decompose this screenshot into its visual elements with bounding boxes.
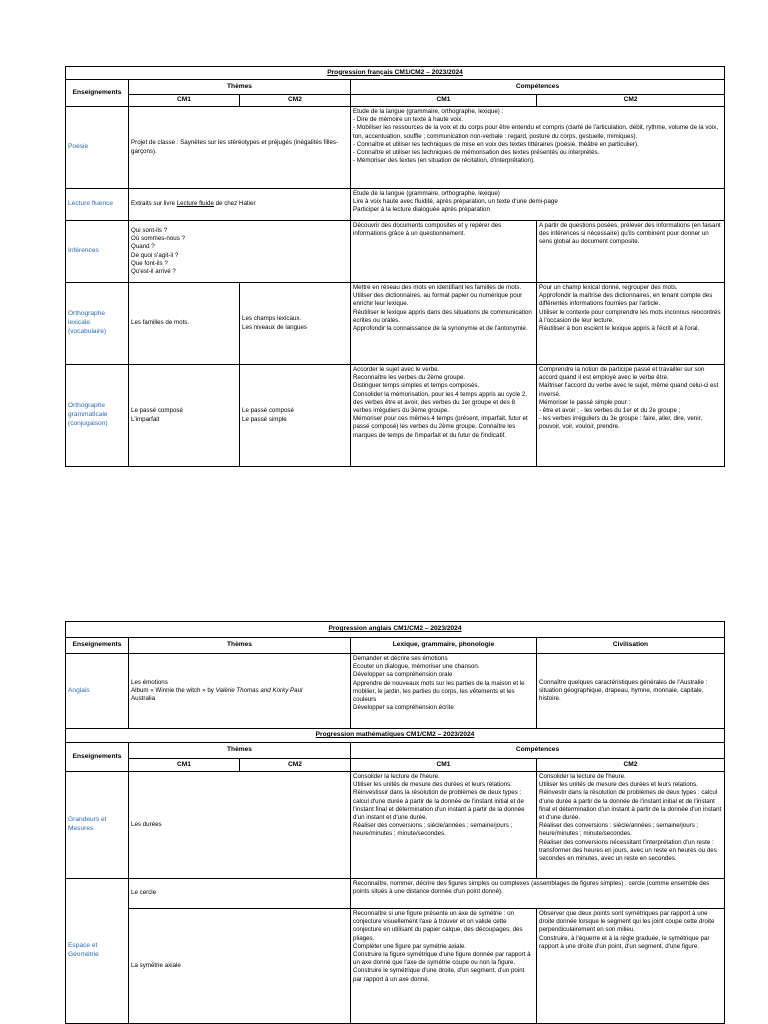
subject-grandeurs: Grandeurs et Mesures: [66, 772, 129, 879]
row-poesie: [66, 107, 725, 189]
competences-grandeurs-cm2: Consolider la lecture de l'heure. Utiliser les unités de mesure des durées et leurs relations. Réinvestir dans la résolution de problèmes de deux types : calcul d'une durée à partir de la donnée de l'instant initial et de l'instant final et détermination d'un instant à partir de la donnée d'un instant et d'une durée. Réaliser des conversions : siècle/années ; semaine/jours ; heure/minutes ; minute/secondes. Réaliser des conversions nécessitant l'interprétation d'un reste : transformer des heures en jours, avec un reste en heures ou des secondes en minutes, avec un reste en secondes.: [537, 772, 725, 879]
competences-symetrie-cm1: Reconnaître si une figure présente un axe de symétrie : on conjecture visuellement l'axe à trouver et on valide cette conjecture en utilisant du papier calque, des découpages, des pliages. Compléter une figure par symétrie axiale. Construire la figure symétrique d'une figure donnée par rapport à un axe donné que l'axe de symétrie coupe ou non la figure. Construire le symétrique d'une droite, d'un segment, d'un point par rapport à un axe donné.: [351, 909, 537, 1024]
theme-symetrie: La symétrie axiale: [129, 909, 351, 1024]
maths-header-themes-cm1: CM1: [129, 759, 240, 772]
competences-symetrie-cm2: Observer que deux points sont symétriques par rapport à une droite donnée lorsque le segment qui les joint coupe cette droite perpendiculairement en son milieu. Construire, à l'équerre et à la règle graduée, le symétrique par rapport à une droite d'un point, d'un segment, d'une figure.: [537, 909, 725, 1024]
competences-orthographe-grammaticale-cm1: Accorder le sujet avec le verbe. Reconnaître les verbes du 2ème groupe. Distinguer temps simples et temps composés. Consolider la mémorisation, pour les 4 temps appris au cycle 2, des verbes être et avoir, des verbes du 1er groupe et des 8 verbes irréguliers du 3ème groupe. Mémoriser pour ces mêmes 4 temps (présent, imparfait, futur et passé composé) les verbes du 2ème groupe. Connaître les marques de temps de l'imparfait et du futur de l'indicatif.: [351, 365, 537, 467]
subject-poesie: Poésie: [66, 107, 129, 189]
theme-lecture-link: Lecture fluide: [176, 200, 214, 208]
theme-anglais-line1: Les émotions: [131, 678, 168, 686]
francais-title: Progression français CM1/CM2 – 2023/2024: [66, 67, 725, 80]
row-symetrie: [66, 909, 725, 1024]
theme-cercle: Le cercle: [129, 879, 351, 909]
theme-orthographe-grammaticale-cm1: Le passé composé L'imparfait: [129, 365, 240, 467]
competences-cercle: Reconnaître, nommer, décrire des figures simples ou complexes (assemblages de figures simples) : cercle (comme ensemble des points situés à une distance donnée d'un point donné).: [351, 879, 725, 909]
competences-orthographe-lexicale-cm1: Mettre en réseau des mots en identifiant les familles de mots. Utiliser des dictionnaires, au format papier ou numérique pour enrichir leur lexique. Réutiliser le lexique appris dans des situations de communication écrites ou orales. Approfondir la connaissance de la synonymie et de l'antonymie.: [351, 283, 537, 365]
subject-geometrie: Espace et Géométrie: [66, 879, 129, 1024]
header-themes-cm1: CM1: [129, 95, 240, 107]
theme-anglais-authors: Valérie Thomas and Korky Paul: [215, 686, 303, 694]
anglais-maths-table: [65, 621, 725, 1024]
row-orthographe-grammaticale: [66, 365, 725, 467]
theme-orthographe-lexicale-cm2: Les champs lexicaux. Les niveaux de langues: [240, 283, 351, 365]
row-anglais: [66, 654, 725, 729]
subject-lecture: Lecture fluence: [66, 189, 129, 221]
civilisation-anglais: Connaître quelques caractéristiques générales de l'Australie : situation géographique, drapeau, hymne, monnaie, capitale, histoire.: [537, 654, 725, 729]
row-lecture: [66, 189, 725, 221]
subject-anglais: Anglais: [66, 654, 129, 729]
theme-anglais-album: Album « Winnie the witch » by: [131, 686, 216, 694]
maths-header-themes: Thèmes: [129, 743, 351, 759]
anglais-header-lexique: Lexique, grammaire, phonologie: [351, 638, 537, 654]
row-orthographe-lexicale: [66, 283, 725, 365]
subject-orthographe-grammaticale: Orthographe grammaticale (conjugaison): [66, 365, 129, 467]
theme-grandeurs: Les durées: [129, 772, 351, 879]
maths-header-competences: Compétences: [351, 743, 725, 759]
header-competences-cm1: CM1: [351, 95, 537, 107]
maths-title: Progression mathématiques CM1/CM2 – 2023/2024: [66, 729, 725, 743]
header-competences-cm2: CM2: [537, 95, 725, 107]
row-cercle: [66, 879, 725, 909]
theme-lecture: [129, 189, 351, 221]
lexique-anglais: Demander et décrire ses émotions Ecouter un dialogue, mémoriser une chanson. Développer sa compréhension orale Apprendre de nouveaux mots sur les parties de la maison et le mobilier, le jardin, les parties du corps, les vêtements et les couleurs Développer sa compréhension écrite: [351, 654, 537, 729]
maths-header-themes-cm2: CM2: [240, 759, 351, 772]
row-inferences: [66, 221, 725, 283]
theme-orthographe-grammaticale-cm2: Le passé composé Le passé simple: [240, 365, 351, 467]
theme-orthographe-lexicale-cm1: Les familles de mots.: [129, 283, 240, 365]
anglais-title: Progression anglais CM1/CM2 – 2023/2024: [66, 622, 725, 638]
header-competences: Compétences: [351, 80, 725, 95]
theme-inferences: Qui sont-ils ? Où sommes-nous ? Quand ? De quoi s'agit-il ? Que font-ils ? Qu'est-il arrivé ?: [129, 221, 351, 283]
subject-orthographe-lexicale: Orthographe lexicale (vocabulaire): [66, 283, 129, 365]
competences-inferences-cm2: A partir de questions posées, prélever des informations (en faisant des inférences si nécessaire) qu'ils combinent pour donner un sens global au document composite.: [537, 221, 725, 283]
theme-anglais-line2: [131, 687, 348, 695]
theme-lecture-before: Extraits sur livre: [131, 200, 177, 208]
row-grandeurs: [66, 772, 725, 879]
theme-poesie: Projet de classe : Saynètes sur les stéréotypes et préjugés (inégalités filles-garçons).: [129, 107, 351, 189]
competences-inferences-cm1: Découvrir des documents composites et y repérer des informations grâce à un questionnement.: [351, 221, 537, 283]
competences-poesie: Etude de la langue (grammaire, orthographe, lexique) : - Dire de mémoire un texte à haute voix. - Mobiliser les ressources de la voix et du corps pour être entendu et compris (clarté de l'articulation, débit, rythme, volume de la voix, ton, accentuation, souffle ; communication non-verbale : regard, posture du corps, gestuelle, mimiques). - Connaître et utiliser les techniques de mise en voix des textes littéraires (poésie, théâtre en particulier). - Connaître et utiliser les techniques de mémorisation des textes présentés ou interprétés. - Mémoriser des textes (en situation de récitation, d'interprétation).: [351, 107, 725, 189]
maths-header-enseignements: Enseignements: [66, 743, 129, 772]
competences-orthographe-lexicale-cm2: Pour un champ lexical donné, regrouper des mots. Approfondir la maîtrise des dictionnaires, en tenant compte des différentes informations fournies par l'article. Utiliser le contexte pour comprendre les mots inconnus rencontrés à l'occasion de leur lecture. Réutiliser à bon escient le lexique appris à l'écrit et à l'oral.: [537, 283, 725, 365]
maths-header-competences-cm1: CM1: [351, 759, 537, 772]
anglais-header-enseignements: Enseignements: [66, 638, 129, 654]
anglais-header-themes: Thèmes: [129, 638, 351, 654]
theme-anglais: [129, 654, 351, 729]
francais-table: [65, 66, 725, 467]
header-themes: Thèmes: [129, 80, 351, 95]
maths-header-competences-cm2: CM2: [537, 759, 725, 772]
subject-inferences: Inférences: [66, 221, 129, 283]
competences-lecture: Etude de la langue (grammaire, orthographe, lexique) Lire à voix haute avec fluidité, après préparation, un texte d'une demi-page Participer à la lecture dialoguée après préparation: [351, 189, 725, 221]
header-themes-cm2: CM2: [240, 95, 351, 107]
header-enseignements: Enseignements: [66, 80, 129, 107]
competences-grandeurs-cm1: Consolider la lecture de l'heure. Utiliser les unités de mesure des durées et leurs relations. Réinvestissir dans la résolution de problèmes de deux types : calcul d'une durée à partir de la donnée de l'instant initial et de l'instant final et détermination d'un instant à partir de la donnée d'un instant et d'une durée. Réaliser des conversions : siècle/années ; semaine/jours ; heure/minutes ; minute/secondes.: [351, 772, 537, 879]
theme-anglais-line3: Australia: [131, 695, 156, 703]
theme-lecture-after: de chez Hatier: [213, 200, 256, 208]
competences-orthographe-grammaticale-cm2: Comprendre la notion de participe passé et travailler sur son accord quand il est employé avec le verbe être. Maîtriser l'accord du verbe avec le sujet, même quand celui-ci est inversé. Mémoriser le passé simple pour : - être et avoir ; - les verbes du 1er et du 2e groupe ; - les verbes irréguliers du 3e groupe : faire, aller, dire, venir, pouvoir, voir, vouloir, prendre.: [537, 365, 725, 467]
anglais-header-civilisation: Civilisation: [537, 638, 725, 654]
